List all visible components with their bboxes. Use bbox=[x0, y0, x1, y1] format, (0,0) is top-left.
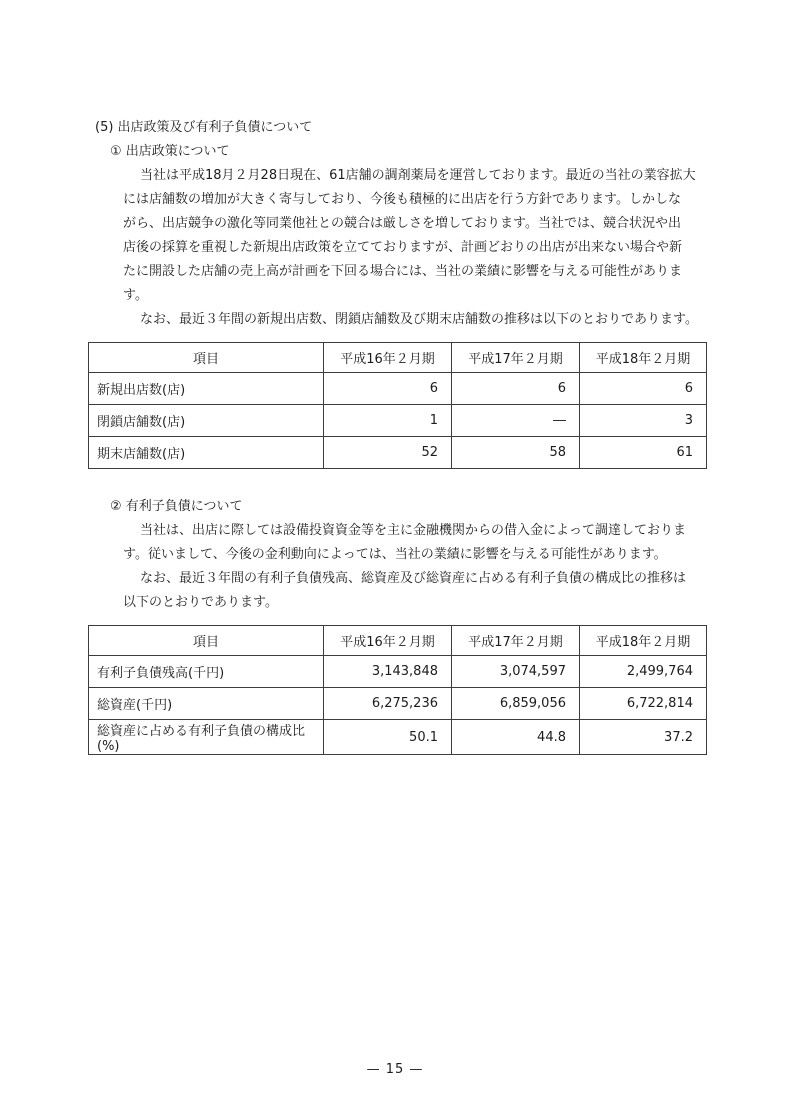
paragraph-line: す。従いまして、今後の金利動向によっては、当社の業績に影響を与える可能性があります。 bbox=[123, 547, 667, 562]
subsection-1-paragraph-2 bbox=[88, 308, 710, 332]
page-number: — 15 — bbox=[366, 1062, 424, 1077]
column-header-h18: 平成18年２月期 bbox=[580, 626, 707, 656]
subsection-1-paragraph-1 bbox=[88, 164, 710, 308]
paragraph-line: には店舗数の増加が大きく寄与しており、今後も積極的に出店を行う方針であります。しかしな bbox=[123, 192, 681, 207]
cell-value: 58 bbox=[452, 437, 580, 469]
subsection-2-heading: ② 有利子負債について bbox=[110, 499, 243, 514]
cell-value: 6,859,056 bbox=[452, 688, 580, 720]
cell-value: 6 bbox=[580, 373, 707, 405]
cell-value: 3 bbox=[580, 405, 707, 437]
paragraph-line: 当社は、出店に際しては設備投資資金等を主に金融機関からの借入金によって調達しておりま bbox=[140, 523, 687, 538]
table-row bbox=[89, 373, 707, 405]
cell-value: 6 bbox=[324, 373, 452, 405]
column-header-h16: 平成16年２月期 bbox=[324, 626, 452, 656]
cell-value: 37.2 bbox=[580, 720, 707, 755]
cell-value: 3,143,848 bbox=[324, 656, 452, 688]
paragraph-line: がら、出店競争の激化等同業他社との競合は厳しさを増しております。当社では、競合状況や出 bbox=[123, 216, 681, 231]
row-label: 閉鎖店舗数(店) bbox=[89, 405, 324, 437]
column-header-h17: 平成17年２月期 bbox=[452, 343, 580, 373]
subsection-2-paragraph-2 bbox=[88, 567, 710, 615]
subsection-2-paragraph-1 bbox=[88, 519, 710, 567]
row-label: 総資産に占める有利子負債の構成比(%) bbox=[89, 720, 324, 755]
column-header-h18: 平成18年２月期 bbox=[580, 343, 707, 373]
table-row bbox=[89, 437, 707, 469]
column-header-h17: 平成17年２月期 bbox=[452, 626, 580, 656]
paragraph-line: す。 bbox=[123, 288, 148, 303]
cell-value: ― bbox=[452, 405, 580, 437]
cell-value: 6 bbox=[452, 373, 580, 405]
paragraph-line: 店後の採算を重視した新規出店政策を立てておりますが、計画どおりの出店が出来ない場合や新 bbox=[123, 240, 683, 255]
page-content bbox=[88, 116, 710, 755]
row-label: 期末店舗数(店) bbox=[89, 437, 324, 469]
table-row bbox=[89, 688, 707, 720]
store-count-table bbox=[88, 342, 707, 469]
paragraph-line: たに開設した店舗の売上高が計画を下回る場合には、当社の業績に影響を与える可能性がありま bbox=[123, 264, 683, 279]
cell-value: 3,074,597 bbox=[452, 656, 580, 688]
debt-table bbox=[88, 625, 707, 755]
cell-value: 1 bbox=[324, 405, 452, 437]
column-header-item: 項目 bbox=[89, 343, 324, 373]
cell-value: 50.1 bbox=[324, 720, 452, 755]
paragraph-line: なお、最近３年間の新規出店数、閉鎖店舗数及び期末店舗数の推移は以下のとおりであります。 bbox=[140, 312, 698, 327]
column-header-item: 項目 bbox=[89, 626, 324, 656]
section-heading: (5) 出店政策及び有利子負債について bbox=[95, 120, 313, 135]
cell-value: 6,275,236 bbox=[324, 688, 452, 720]
paragraph-line: なお、最近３年間の有利子負債残高、総資産及び総資産に占める有利子負債の構成比の推移は bbox=[140, 571, 687, 586]
table-header-row bbox=[89, 626, 707, 656]
cell-value: 6,722,814 bbox=[580, 688, 707, 720]
row-label: 新規出店数(店) bbox=[89, 373, 324, 405]
cell-value: 44.8 bbox=[452, 720, 580, 755]
cell-value: 2,499,764 bbox=[580, 656, 707, 688]
table-row bbox=[89, 405, 707, 437]
paragraph-line: 以下のとおりであります。 bbox=[123, 595, 278, 610]
table-header-row bbox=[89, 343, 707, 373]
table-row bbox=[89, 656, 707, 688]
row-label: 総資産(千円) bbox=[89, 688, 324, 720]
column-header-h16: 平成16年２月期 bbox=[324, 343, 452, 373]
row-label: 有利子負債残高(千円) bbox=[89, 656, 324, 688]
table-row bbox=[89, 720, 707, 755]
subsection-1-heading: ① 出店政策について bbox=[110, 144, 230, 159]
paragraph-line: 当社は平成18月２月28日現在、61店舗の調剤薬局を運営しております。最近の当社の業容拡大 bbox=[140, 168, 696, 183]
cell-value: 52 bbox=[324, 437, 452, 469]
cell-value: 61 bbox=[580, 437, 707, 469]
